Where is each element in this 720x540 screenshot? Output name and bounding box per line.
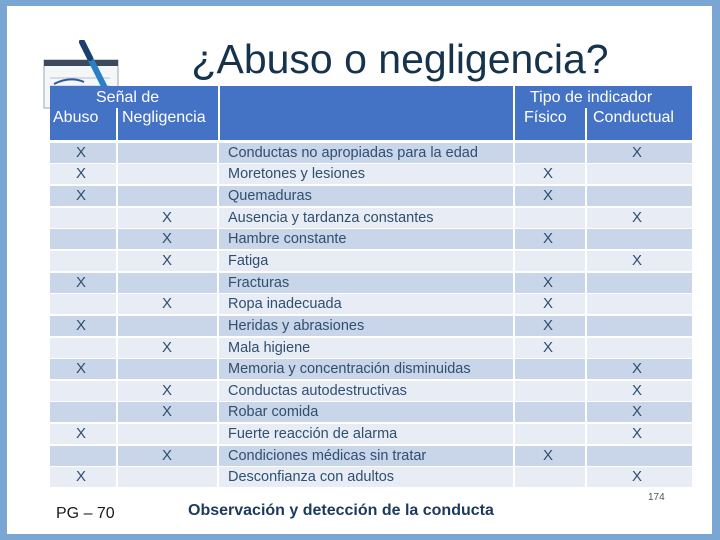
conductual-mark: X: [632, 425, 643, 442]
abuso-mark: X: [76, 165, 87, 182]
header-fisico: Físico: [524, 109, 567, 126]
fisico-mark: X: [543, 339, 554, 356]
indicator-description: Hambre constante: [228, 231, 347, 247]
abuso-mark: X: [76, 274, 87, 291]
abuso-mark: X: [76, 425, 87, 442]
indicator-description: Conductas no apropiadas para la edad: [228, 145, 478, 161]
negligencia-mark: X: [162, 447, 173, 464]
negligencia-mark: X: [162, 209, 173, 226]
conductual-mark: X: [632, 468, 643, 485]
negligencia-mark: X: [162, 252, 173, 269]
header-divider: [585, 108, 587, 140]
indicator-description: Fatiga: [228, 253, 269, 269]
header-conductual: Conductual: [593, 109, 674, 126]
header-senal-de: Señal de: [96, 89, 160, 106]
indicator-description: Quemaduras: [228, 188, 312, 204]
slide-title: ¿Abuso o negligencia?: [191, 36, 609, 82]
conductual-mark: X: [632, 360, 643, 377]
header-abuso: Abuso: [53, 109, 99, 126]
fisico-mark: X: [543, 165, 554, 182]
indicator-description: Robar comida: [228, 404, 319, 420]
fisico-mark: X: [543, 447, 554, 464]
abuso-mark: X: [76, 317, 87, 334]
negligencia-mark: X: [162, 230, 173, 247]
indicator-description: Desconfianza con adultos: [228, 469, 395, 485]
indicator-description: Conductas autodestructivas: [228, 383, 407, 399]
slide-caption: Observación y detección de la conducta: [188, 502, 494, 519]
fisico-mark: X: [543, 187, 554, 204]
indicator-description: Moretones y lesiones: [228, 166, 366, 182]
fisico-mark: X: [543, 295, 554, 312]
page-code: PG – 70: [56, 505, 115, 522]
fisico-mark: X: [543, 274, 554, 291]
abuso-mark: X: [76, 468, 87, 485]
abuso-mark: X: [76, 187, 87, 204]
abuso-mark: X: [76, 144, 87, 161]
header-tipo-indicador: Tipo de indicador: [530, 89, 653, 106]
negligencia-mark: X: [162, 403, 173, 420]
indicator-description: Condiciones médicas sin tratar: [228, 448, 427, 464]
indicator-description: Fracturas: [228, 275, 290, 291]
negligencia-mark: X: [162, 295, 173, 312]
abuso-mark: X: [76, 360, 87, 377]
header-negligencia: Negligencia: [122, 109, 206, 126]
conductual-mark: X: [632, 209, 643, 226]
indicator-description: Memoria y concentración disminuidas: [228, 361, 471, 377]
fisico-mark: X: [543, 230, 554, 247]
indicator-description: Mala higiene: [228, 340, 311, 356]
conductual-mark: X: [632, 403, 643, 420]
header-divider: [116, 108, 118, 140]
conductual-mark: X: [632, 252, 643, 269]
indicator-description: Heridas y abrasiones: [228, 318, 365, 334]
page-number: 174: [648, 492, 665, 503]
indicator-description: Ausencia y tardanza constantes: [228, 210, 434, 226]
conductual-mark: X: [632, 144, 643, 161]
header-divider: [513, 86, 515, 140]
fisico-mark: X: [543, 317, 554, 334]
negligencia-mark: X: [162, 382, 173, 399]
header-divider: [218, 86, 220, 140]
conductual-mark: X: [632, 382, 643, 399]
negligencia-mark: X: [162, 339, 173, 356]
indicator-description: Ropa inadecuada: [228, 296, 342, 312]
indicator-description: Fuerte reacción de alarma: [228, 426, 398, 442]
